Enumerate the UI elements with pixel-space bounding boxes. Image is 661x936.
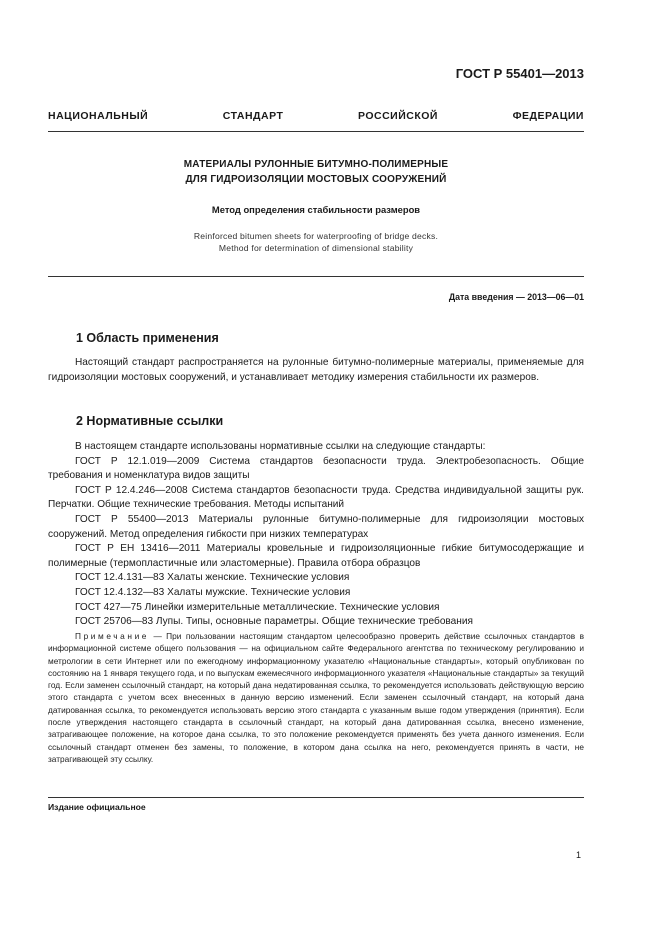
document-id: ГОСТ Р 55401—2013 — [455, 66, 584, 81]
reference-item: ГОСТ Р ЕН 13416—2011 Материалы кровельные и гидроизоляционные гибкие битумосодержащие и полимерные (термопластичные или эластомерные). Правила отбора образцов — [48, 543, 584, 569]
note-paragraph — [48, 630, 584, 765]
references-intro: В настоящем стандарте использованы нормативные ссылки на следующие стандарты: — [75, 441, 486, 452]
english-title-line-1: Reinforced bitumen sheets for waterproofing of bridge decks. — [193, 231, 439, 241]
reference-item: ГОСТ 427—75 Линейки измерительные металлические. Технические условия — [75, 601, 440, 613]
national-standard-banner — [48, 110, 584, 122]
banner-word: СТАНДАРТ — [222, 110, 284, 122]
reference-item: ГОСТ 12.4.132—83 Халаты мужские. Технические условия — [75, 586, 351, 598]
section-1-body — [48, 356, 584, 385]
reference-item: ГОСТ Р 12.1.019—2009 Система стандартов безопасности труда. Электробезопасность. Общие требования и номенклатура видов защиты — [48, 455, 584, 482]
english-title — [48, 230, 584, 254]
note-label: Примечание — [75, 631, 150, 641]
edition-label: Издание официальное — [48, 802, 146, 812]
reference-item: ГОСТ 25706—83 Лупы. Типы, основные параметры. Общие технические требования — [75, 616, 473, 628]
section-1-heading: 1 Область применения — [76, 331, 219, 345]
title-divider — [48, 276, 584, 277]
footer-divider — [48, 797, 584, 798]
document-subtitle: Метод определения стабильности размеров — [211, 204, 421, 215]
document-title — [48, 157, 584, 187]
note-text: — При пользовании настоящим стандартом целесообразно проверить действие ссылочных стандартов в информационной системе общего пользования — на официальном сайте Федерального агентства по техническому регулированию и метрологии в сети Интернет или по ежегодному информационному указателю «Национальные стандарты», который опубликован по состоянию на 1 января текущего года, и по выпускам ежемесячного информационного указателя «Национальные стандарты» за текущий год. Если заменен ссылочный стандарт, на который дана недатированная ссылка, то рекомендуется использовать действующую версию этого стандарта с учетом всех внесенных в данную версию изменений. Если заменен ссылочный стандарт, на который дана датированная ссылка, то рекомендуется использовать версию этого стандарта с указанным выше годом утверждения (принятия). Если после утверждения настоящего стандарта в ссылочный стандарт, на который дана датированная ссылка, внесено изменение, затрагивающее положение, на которое дана ссылка, то это положение рекомендуется применять без учета данного изменения. Если ссылочный стандарт отменен без замены, то положение, в котором дана ссылка на него, рекомендуется принять в части, не затрагивающей эту ссылку. — [48, 631, 584, 764]
section-2-heading: 2 Нормативные ссылки — [76, 414, 224, 428]
references-note — [48, 630, 584, 765]
introduction-date: Дата введения — 2013—06—01 — [448, 292, 584, 302]
banner-word: ФЕДЕРАЦИИ — [512, 110, 584, 122]
page-number: 1 — [575, 850, 581, 860]
section-1-paragraph: Настоящий стандарт распространяется на рулонные битумно-полимерные материалы, применяемые для гидроизоляции мостовых сооружений, и устанавливает методику измерения стабильности их размеров. — [48, 357, 584, 383]
banner-word: РОССИЙСКОЙ — [357, 110, 438, 122]
banner-word: НАЦИОНАЛЬНЫЙ — [48, 110, 149, 122]
title-line-2: ДЛЯ ГИДРОИЗОЛЯЦИИ МОСТОВЫХ СООРУЖЕНИЙ — [185, 174, 447, 185]
english-title-line-2: Method for determination of dimensional stability — [218, 243, 414, 253]
header-divider — [48, 131, 584, 132]
title-line-1: МАТЕРИАЛЫ РУЛОННЫЕ БИТУМНО-ПОЛИМЕРНЫЕ — [183, 159, 449, 170]
reference-item: ГОСТ Р 55400—2013 Материалы рулонные битумно-полимерные для гидроизоляции мостовых сооружений. Метод определения гибкости при низких температурах — [48, 513, 584, 540]
reference-item: ГОСТ Р 12.4.246—2008 Система стандартов безопасности труда. Средства индивидуальной защиты рук. Перчатки. Общие технические требования. Методы испытаний — [48, 484, 584, 511]
reference-item: ГОСТ 12.4.131—83 Халаты женские. Технические условия — [75, 572, 350, 584]
section-2-body — [48, 440, 584, 630]
